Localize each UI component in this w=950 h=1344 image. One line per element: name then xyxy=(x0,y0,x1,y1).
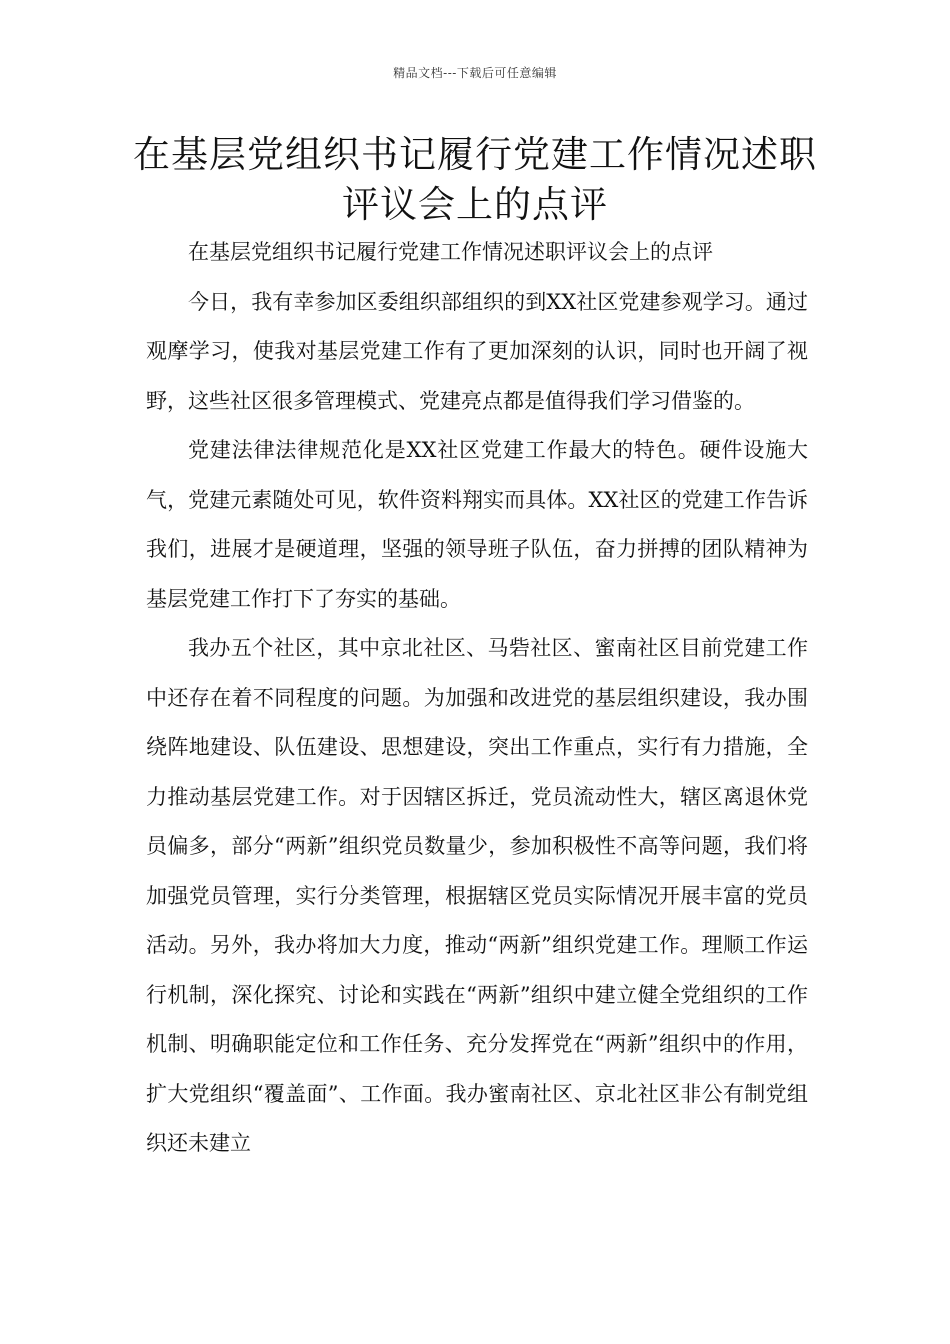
paragraph-subtitle: 在基层党组织书记履行党建工作情况述职评议会上的点评 xyxy=(188,240,713,264)
paragraph: 我办五个社区，其中京北社区、马砦社区、蜜南社区目前党建工作中还存在着不同程度的问题。为加强和改进党的基层组织建设，我办围绕阵地建设、队伍建设、思想建设，突出工作重点，实行有力措施，全力推动基层党建工作。对于因辖区拆迁，党员流动性大，辖区离退休党员偏多，部分“两新”组织党员数量少，参加积极性不高等问题，我们将加强党员管理，实行分类管理，根据辖区党员实际情况开展丰富的党员活动。另外，我办将加大力度，推动“两新”组织党建工作。理顺工作运行机制，深化探究、讨论和实践在“两新”组织中建立健全党组织的工作机制、明确职能定位和工作任务、充分发挥党在“两新”组织中的作用，扩大党组织“覆盖面”、工作面。我办蜜南社区、京北社区非公有制党组织还未建立 xyxy=(146,636,808,1155)
document-title: 在基层党组织书记履行党建工作情况述职评议会上的点评 xyxy=(133,133,817,226)
paragraph: 党建法律法律规范化是XX社区党建工作最大的特色。硬件设施大气，党建元素随处可见，软件资料翔实而具体。XX社区的党建工作告诉我们，进展才是硬道理，坚强的领导班子队伍，奋力拼搏的团队精神为基层党建工作打下了夯实的基础。 xyxy=(146,438,808,611)
paragraph: 今日，我有幸参加区委组织部组织的到XX社区党建参观学习。通过观摩学习，使我对基层党建工作有了更加深刻的认识，同时也开阔了视野，这些社区很多管理模式、党建亮点都是值得我们学习借鉴的。 xyxy=(146,289,808,413)
header-note: 精品文档---下载后可任意编辑 xyxy=(393,66,557,80)
document-body xyxy=(146,228,808,1169)
